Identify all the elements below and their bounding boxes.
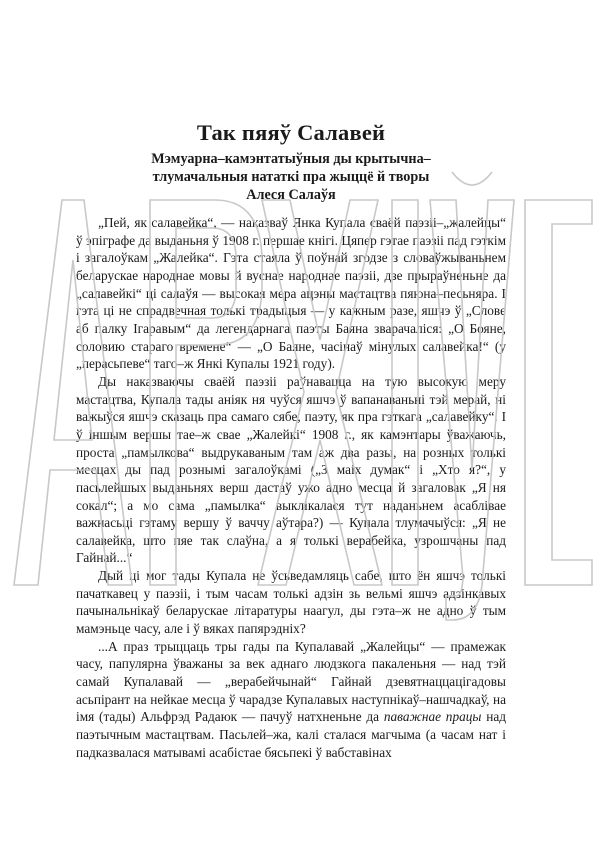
subtitle-line: Мэмуарна–камэнтатыўныя ды крытычна– <box>151 151 431 167</box>
paragraph-4 <box>76 638 506 762</box>
paragraph-4-emphasis: паважнае працы <box>383 709 482 725</box>
paragraph-4-end: над паэтычным мастацтвам. Пасьлей–жа, калі сталася магчыма (а часам нат і падказвалася матывамі асабістае бясьпекі ў вабставінах <box>76 709 506 760</box>
paragraph-3: Дый ці мог тады Купала не ўсьведамляць сабе, што ён яшчэ толькі пачаткавец у паэзіі, і тым часам толькі адзін зь вельмі яшчэ адзінкавых пачынальнікаў беларускае літаратуры наагул, ды гэта–ж не адно ў тым мамэньце часу, але і ў вяках папярэдніх? <box>76 568 506 637</box>
watermark-bracket <box>525 200 592 585</box>
article-body <box>76 214 506 761</box>
subtitle-author: Алеся Салаўя <box>246 187 336 203</box>
article <box>76 120 506 761</box>
subtitle-line: тлумачальныя нататкі пра жыццё й творы <box>152 169 430 185</box>
paragraph-1: „Пей, як салавейка“, — наказваў Янка Купала сваёй паэзіі–„жалейцы“ ў эпіграфе да выданьня ў 1908 г. першае кнігі. Цяпер гэтае паэзіі пад гэткім і загалоўкам „Жалейка“. Гэта стаяла ў поўнай згодзе з словаўжываньнем беларускае народнае мовы й вуснае народнае паэзіі, дзе прыраўненьне да „салавейкі“ ці салаўя — высокая мера ацэны мастацтва пяюна–песьняра. І гэта ці не спрадвечная толькі традыцыя — у кажным разе, яшчэ ў „Слове аб палку Ігаравым“ да легендарнага паэты Баяна зварачаліся: „О Бояне, соловию стараго времене“ — „О Баяне, часінаў мінулых салавейка!“ (у „перасьпеве“ таго–ж Янкі Купалы 1921 году). <box>76 215 506 372</box>
paragraph-4-start: ...А праз трыццаць тры гады па Купалавай „Жалейцы“ — прамежак часу, папулярна ўважаны за век аднаго людзкога пакаленьня — над тэй самай Купалавай — „верабейчынай“ Гайнай дзевятнаццацігадовы асьпірант на нейкае месца ў чарадзе Купалавых наступнікаў–нашчадкаў, на імя (тады) Альфрэд Радаюк — пачуў натхненьне да <box>76 638 506 725</box>
paragraph-2: Ды наказваючы сваёй паэзіі раўнавацца на тую высокую меру мастацтва, Купала тады аніяк ня чуўся яшчэ ў вапанаваньні тэй мерай, ні важыўся яшчэ сказаць пра самаго сябе, паэту, як пра гэткага „салавейку“. І ў іншым вершы тае–ж свае „Жалейкі“ 1908 г., як камэнтары ўважаючь, проста „памылкова“ выдрукаваным там аж два разы, на розных толькі месцах ды пад рознымі загалоўкамі („З маіх думак“ і „Хто я?“, у пасьлейшых выданьнях верш дастаў ужо адно месца й загаловак „Я ня сокал“; а мо сама „памылка“ выклікалася тут наданьнем асаблівае важнасьці гэтаму вершу ў ваччу аўтара?) — Купала тлумачыўся: „Я не салавейка, што пяе так слаўна, а я толькі верабейка, узрошчаны пад Гайнай...“ <box>76 373 506 566</box>
article-title: Так пяяў Салавей <box>196 120 386 145</box>
article-subtitle <box>76 150 506 204</box>
